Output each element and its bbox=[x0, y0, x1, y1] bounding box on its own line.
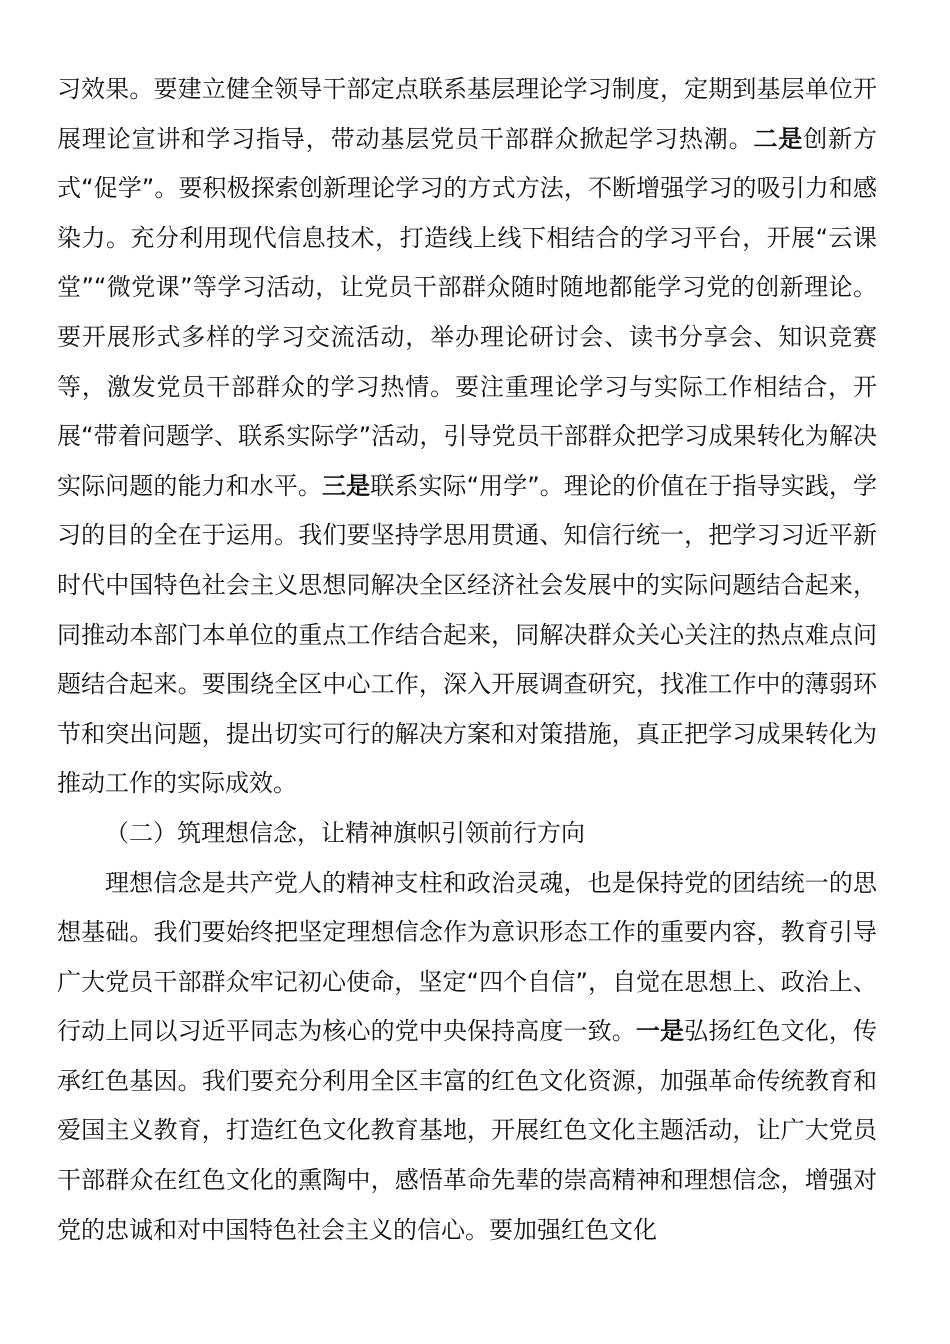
ordinal-marker-two: 二是 bbox=[753, 124, 804, 153]
ordinal-marker-three: 三是 bbox=[322, 471, 371, 500]
paragraph-text: 创新方式“促学”。要积极探索创新理论学习的方式方法，不断增强学习的吸引力和感染力。充分利用现代信息技术，打造线上线下相结合的学习平台，开展“云课堂”“微党课”等学习活动，让党员干部群众随时随地都能学习党的创新理论。要开展形式多样的学习交流活动，举办理论研讨会、读书分享会、知识竞赛等，激发党员干部群众的学习热情。要注重理论学习与实际工作相结合，开展“带着问题学、联系实际学”活动，引导党员干部群众把学习成果转化为解决实际问题的能力和水平。 bbox=[57, 124, 877, 500]
paragraph-text: 习效果。要建立健全领导干部定点联系基层理论学习制度，定期到基层单位开展理论宣讲和学习指导，带动基层党员干部群众掀起学习热潮。 bbox=[57, 75, 877, 153]
paragraph-ideals bbox=[57, 859, 877, 1256]
section-heading: （二）筑理想信念，让精神旗帜引领前行方向 bbox=[105, 818, 585, 847]
ordinal-marker-one: 一是 bbox=[635, 1017, 685, 1046]
paragraph-text: 理想信念是共产党人的精神支柱和政治灵魂，也是保持党的团结统一的思想基础。我们要始终把坚定理想信念作为意识形态工作的重要内容，教育引导广大党员干部群众牢记初心使命，坚定“四个自信”，自觉在思想上、政治上、行动上同以习近平同志为核心的党中央保持高度一致。 bbox=[57, 868, 877, 1046]
paragraph-text: 联系实际“用学”。理论的价值在于指导实践，学习的目的全在于运用。我们要坚持学思用贯通、知信行统一，把学习习近平新时代中国特色社会主义思想同解决全区经济社会发展中的实际问题结合起来，同推动本部门本单位的重点工作结合起来，同解决群众关心关注的热点难点问题结合起来。要围绕全区中心工作，深入开展调查研究，找准工作中的薄弱环节和突出问题，提出切实可行的解决方案和对策措施，真正把学习成果转化为推动工作的实际成效。 bbox=[57, 471, 877, 798]
paragraph-continuation bbox=[57, 65, 877, 809]
document-page bbox=[57, 65, 877, 1255]
paragraph-text: 弘扬红色文化，传承红色基因。我们要充分利用全区丰富的红色文化资源，加强革命传统教育和爱国主义教育，打造红色文化教育基地，开展红色文化主题活动，让广大党员干部群众在红色文化的熏陶中，感悟革命先辈的崇高精神和理想信念，增强对党的忠诚和对中国特色社会主义的信心。要加强红色文化 bbox=[57, 1017, 878, 1244]
